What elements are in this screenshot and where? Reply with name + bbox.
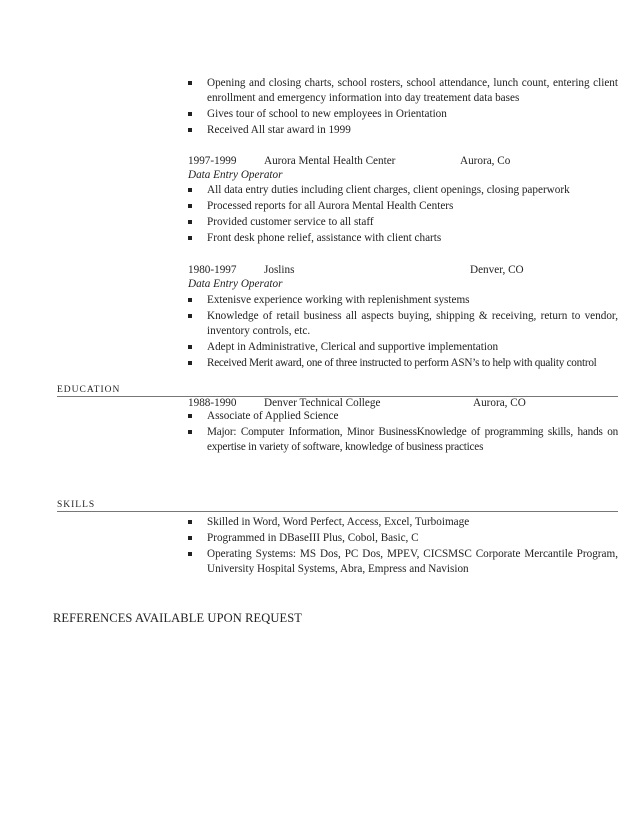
bullet-square-icon <box>188 236 192 240</box>
bullet-square-icon <box>188 128 192 132</box>
job-years: 1980-1997 <box>188 264 237 276</box>
job-title: Data Entry Operator <box>188 278 283 290</box>
bullet-item: Operating Systems: MS Dos, PC Dos, MPEV, CICSMSC Corporate Mercantile Program, University Hospital Systems, Abra, Empress and Navision <box>188 547 618 577</box>
bullet-item: Received Merit award, one of three instructed to perform ASN’s to help with quality control <box>188 356 618 371</box>
bullet-item: All data entry duties including client charges, client openings, closing paperwork <box>188 183 618 198</box>
job-employer: Aurora Mental Health Center <box>264 155 396 167</box>
bullet-item: Gives tour of school to new employees in Orientation <box>188 107 618 122</box>
job-employer: Joslins <box>264 264 295 276</box>
bullet-square-icon <box>188 520 192 524</box>
education-heading: EDUCATION <box>57 385 121 395</box>
bullet-item: Processed reports for all Aurora Mental Health Centers <box>188 199 618 214</box>
bullet-square-icon <box>188 430 192 434</box>
bullet-square-icon <box>188 552 192 556</box>
job-bullets-joslins <box>188 293 618 372</box>
bullet-item: Front desk phone relief, assistance with client charts <box>188 231 618 246</box>
bullet-item: Programmed in DBaseIII Plus, Cobol, Basic, C <box>188 531 618 546</box>
job-location: Denver, CO <box>470 264 524 276</box>
bullet-square-icon <box>188 298 192 302</box>
education-years: 1988-1990 <box>188 397 237 409</box>
bullet-square-icon <box>188 536 192 540</box>
education-bullets <box>188 409 618 456</box>
bullet-square-icon <box>188 112 192 116</box>
bullet-item: Extenisve experience working with replenishment systems <box>188 293 618 308</box>
previous-job-bullets <box>188 76 618 139</box>
bullet-item: Skilled in Word, Word Perfect, Access, Excel, Turboimage <box>188 515 618 530</box>
bullet-item: Opening and closing charts, school rosters, school attendance, lunch count, entering client enrollment and emergency information into day treatement data bases <box>188 76 618 106</box>
job-bullets-aurora <box>188 183 618 247</box>
bullet-item: Major: Computer Information, Minor BusinessKnowledge of programming skills, hands on expertise in variety of software, knowledge of business practices <box>188 425 618 455</box>
bullet-item: Received All star award in 1999 <box>188 123 618 138</box>
references-note: REFERENCES AVAILABLE UPON REQUEST <box>53 611 303 625</box>
education-location: Aurora, CO <box>473 397 526 409</box>
bullet-square-icon <box>188 188 192 192</box>
skills-bullets <box>188 515 618 578</box>
bullet-square-icon <box>188 81 192 85</box>
bullet-item: Provided customer service to all staff <box>188 215 618 230</box>
job-location: Aurora, Co <box>460 155 511 167</box>
bullet-square-icon <box>188 204 192 208</box>
bullet-item: Adept in Administrative, Clerical and supportive implementation <box>188 340 618 355</box>
education-school: Denver Technical College <box>264 397 381 409</box>
bullet-square-icon <box>188 361 192 365</box>
bullet-square-icon <box>188 414 192 418</box>
bullet-item: Associate of Applied Science <box>188 409 618 424</box>
bullet-square-icon <box>188 220 192 224</box>
bullet-square-icon <box>188 345 192 349</box>
bullet-square-icon <box>188 314 192 318</box>
skills-heading: SKILLS <box>57 500 96 510</box>
bullet-item: Knowledge of retail business all aspects buying, shipping & receiving, return to vendor, inventory controls, etc. <box>188 309 618 339</box>
skills-divider <box>57 511 618 512</box>
job-years: 1997-1999 <box>188 155 237 167</box>
job-title: Data Entry Operator <box>188 169 283 181</box>
